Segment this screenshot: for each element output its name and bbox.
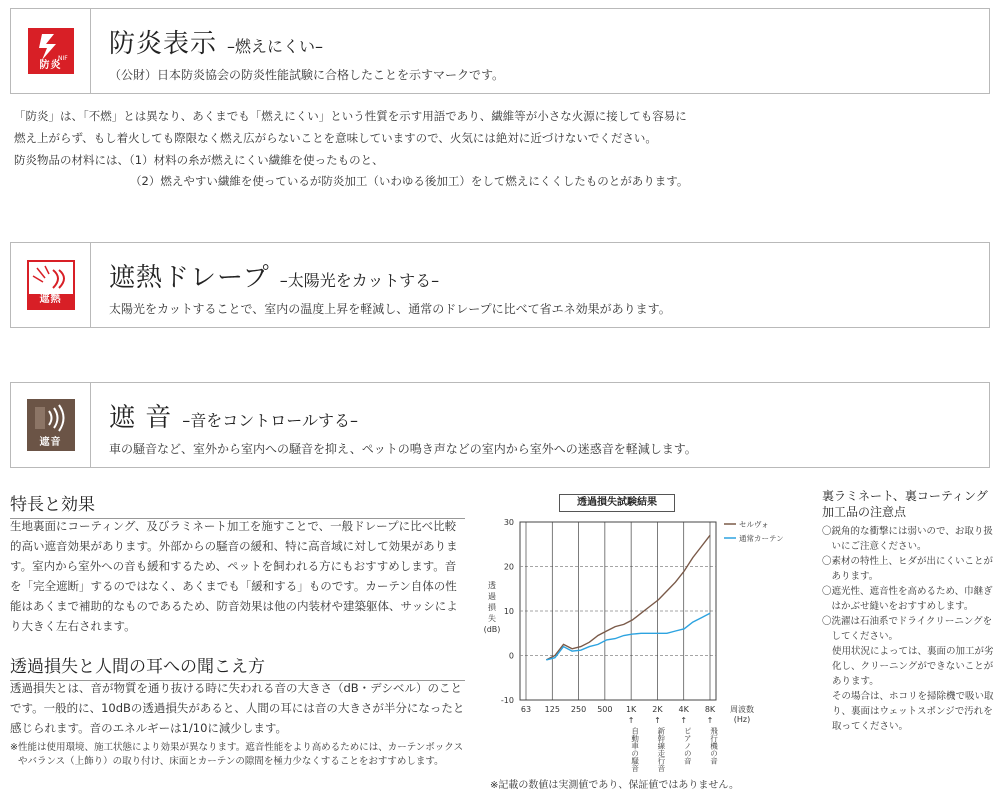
y-axis-label-char: 透 bbox=[488, 581, 496, 590]
annotation-arrow: ↑ bbox=[706, 716, 714, 725]
heat-badge-label: 遮熱 bbox=[39, 294, 62, 305]
fire-section-box bbox=[10, 8, 990, 94]
nif-mark: NIF bbox=[57, 55, 68, 62]
x-tick-label: 125 bbox=[544, 705, 560, 714]
fire-paragraph-line-1: 「防炎」は、「不燃」とは異なり、あくまでも「燃えにくい」という性質を示す用語であり、繊維等が小さな火源に接しても容易に bbox=[14, 109, 687, 123]
y-tick-label: -10 bbox=[500, 696, 514, 705]
fire-badge-column bbox=[11, 9, 91, 93]
fire-title: 防炎表示 bbox=[109, 29, 218, 59]
x-tick-label: 500 bbox=[597, 705, 613, 714]
features-heading: 特長と効果 bbox=[10, 490, 465, 519]
loss-note bbox=[10, 741, 465, 769]
sound-badge-column bbox=[11, 383, 91, 467]
y-axis-label-char: 過 bbox=[488, 592, 496, 601]
fire-paragraph-line-2: 燃え上がらず、もし着火しても際限なく燃え広がらないことを意味していますので、火気には絶対に近づけないでください。 bbox=[14, 131, 657, 145]
x-tick-label: 63 bbox=[520, 705, 532, 714]
x-axis-label-line: (Hz) bbox=[733, 715, 751, 724]
heat-text bbox=[91, 243, 989, 327]
care-subnote-1: 使用状況によっては、裏面の加工が劣化し、クリーニングができないことがあります。 bbox=[832, 646, 994, 687]
transmission-loss-chart bbox=[480, 514, 820, 774]
sound-title: 遮 音 bbox=[109, 403, 173, 433]
heat-shield-icon bbox=[29, 264, 73, 294]
care-item: 〇 洗濯は石油系でドライクリーニングをしてください。 bbox=[822, 616, 993, 642]
annotation-label: 飛行機の音 bbox=[709, 727, 719, 765]
sound-waves-icon bbox=[29, 401, 73, 435]
annotation-label: ピアノの音 bbox=[683, 727, 693, 765]
care-item: 〇 遮光性、遮音性を高めるため、巾継ぎはかぶせ縫いをおすすめします。 bbox=[822, 586, 993, 612]
y-tick-label: 0 bbox=[508, 651, 514, 661]
fire-paragraph-line-4: （2）燃えやすい繊維を使っているが防炎加工（いわゆる後加工）をして燃えにくくしたものとがあります。 bbox=[130, 174, 689, 188]
sound-text bbox=[91, 383, 989, 467]
sound-description: 車の騒音など、室外から室内への騒音を抑え、ペットの鳴き声などの室内から室外への迷惑音を軽減します。 bbox=[109, 442, 697, 456]
chart-note: ※記載の数値は実測値であり、保証値ではありません。 bbox=[490, 780, 739, 791]
care-item: 〇 鋭角的な衝撃には弱いので、お取り扱いにご注意ください。 bbox=[822, 526, 993, 552]
flame-icon bbox=[28, 30, 74, 64]
note-mark: ※ bbox=[10, 742, 18, 753]
y-tick-label: 10 bbox=[503, 607, 514, 616]
y-tick-label: 30 bbox=[503, 518, 514, 527]
heat-badge bbox=[27, 260, 75, 310]
fire-subtitle: –燃えにくい– bbox=[227, 37, 324, 56]
chart-title: 透過損失試験結果 bbox=[559, 494, 675, 512]
y-axis-label-char: (dB) bbox=[483, 625, 501, 634]
annotation-arrow: ↑ bbox=[680, 716, 688, 725]
x-tick-label: 4K bbox=[678, 705, 689, 714]
series-line-2 bbox=[546, 613, 710, 660]
heat-description: 太陽光をカットすることで、室内の温度上昇を軽減し、通常のドレープに比べて省エネ効果があります。 bbox=[109, 302, 671, 316]
fire-paragraph-line-3: 防炎物品の材料には、（1）材料の糸が燃えにくい繊維を使ったものと、 bbox=[14, 153, 384, 167]
fire-badge bbox=[28, 28, 74, 74]
heat-badge-column bbox=[11, 243, 91, 327]
x-tick-label: 8K bbox=[704, 705, 716, 714]
legend-label: セルヴォ bbox=[739, 520, 769, 529]
x-tick-label: 2K bbox=[652, 705, 663, 714]
fire-text bbox=[91, 9, 989, 93]
heat-subtitle: –太陽光をカットする– bbox=[279, 271, 440, 290]
y-tick-label: 20 bbox=[503, 562, 514, 572]
heat-title: 遮熱ドレープ bbox=[109, 263, 270, 293]
annotation-arrow: ↑ bbox=[654, 716, 661, 725]
x-tick-label: 1K bbox=[625, 705, 637, 714]
annotation-label: 新幹線走行音 bbox=[656, 727, 666, 772]
sound-badge-label: 遮音 bbox=[39, 437, 62, 448]
care-subnote-2: その場合は、ホコリを掃除機で吸い取り、裏面はウェットスポンジで汚れを取ってください。 bbox=[832, 691, 994, 732]
annotation-label: 自動車の騒音 bbox=[630, 727, 640, 772]
heat-section-box bbox=[10, 242, 990, 328]
fire-description: （公財）日本防炎協会の防炎性能試験に合格したことを示すマークです。 bbox=[109, 68, 505, 82]
x-axis-label-line: 周波数 bbox=[730, 705, 754, 714]
legend-label: 通常カーテン bbox=[739, 534, 784, 543]
y-axis-label-char: 損 bbox=[488, 603, 496, 612]
care-list bbox=[822, 524, 994, 734]
care-heading: 裏ラミネート、裏コーティング加工品の注意点 bbox=[822, 489, 988, 519]
fire-badge-label: 防炎 bbox=[39, 60, 62, 71]
sound-subtitle: –音をコントロールする– bbox=[182, 411, 358, 430]
loss-body: 透過損失とは、音が物質を通り抜ける時に失われる音の大きさ（dB・デシベル）のことです。一般的に、10dBの透過損失があると、人間の耳には音の大きさが半分になったと感じられます。音のエネルギーは1/10に減少します。 bbox=[10, 681, 465, 735]
sound-section-box bbox=[10, 382, 990, 468]
x-tick-label: 250 bbox=[570, 705, 587, 714]
care-item: 〇 素材の特性上、ヒダが出にくいことがあります。 bbox=[822, 556, 994, 582]
y-axis-label-char: 失 bbox=[488, 614, 496, 623]
features-body: 生地裏面にコーティング、及びラミネート加工を施すことで、一般ドレープに比べ比較的高い遮音効果があります。外部からの騒音の緩和、特に高音域に対して効果があります。室内から室外への音も緩和するため、ペットを飼われる方にもおすすめします。音を「完全遮断」するのではなく、あくまでも「緩和する」ものです。カーテン自体の性能はあくまで補助的なものであるため、防音効果は他の内装材や建築躯体、サッシにより大きく左右されます。 bbox=[10, 519, 458, 633]
loss-heading: 透過損失と人間の耳への聞こえ方 bbox=[10, 652, 465, 681]
sound-badge bbox=[27, 399, 75, 451]
series-line-1 bbox=[546, 535, 710, 660]
annotation-arrow: ↑ bbox=[627, 716, 635, 725]
note-text: 性能は使用環境、施工状態により効果が異なります。遮音性能をより高めるためには、カーテンボックスやバランス（上飾り）の取り付け、床面とカーテンの隙間を極力少なくすることをおすすめします。 bbox=[17, 742, 464, 767]
